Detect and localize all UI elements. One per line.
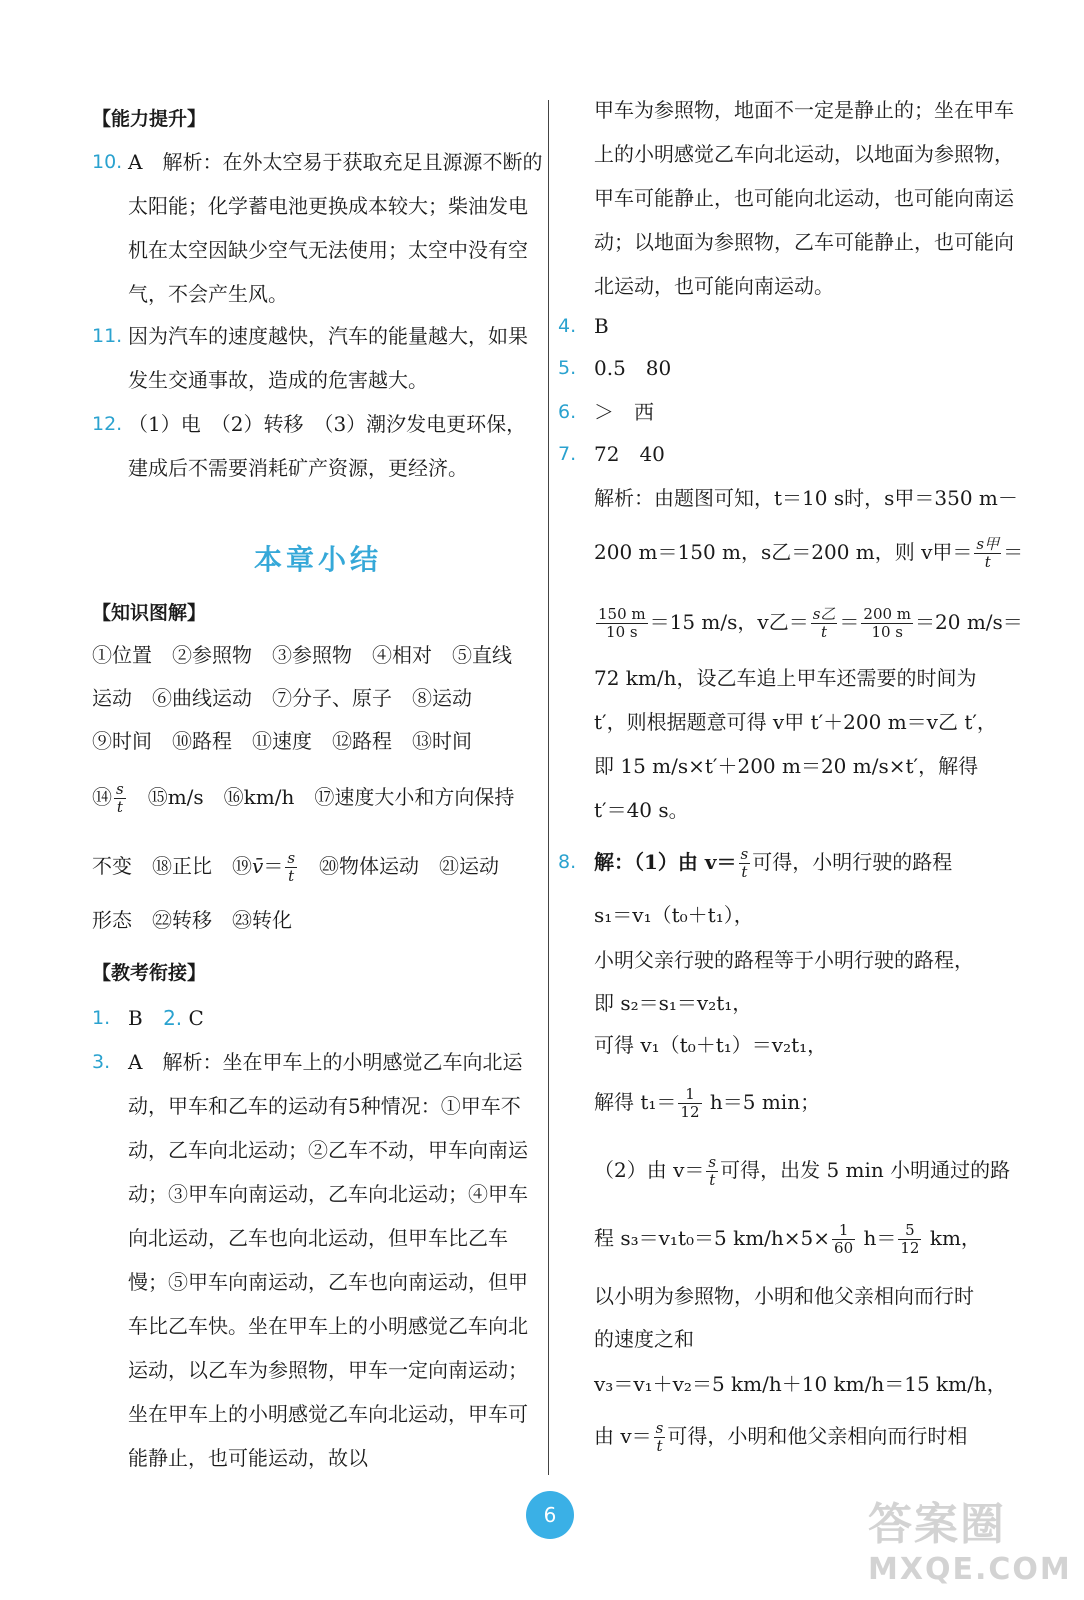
explanation-line: t′，则根据题意可得 v甲 t′＋200 m＝v乙 t′， xyxy=(594,710,997,734)
solution-line: 即 s₂＝s₁＝v₂t₁， xyxy=(594,991,753,1015)
column-divider xyxy=(548,100,549,1475)
math-text: ＝15 m/s，v乙＝ xyxy=(649,610,809,634)
item-number: 10. xyxy=(92,151,123,173)
item-text: 72 40 xyxy=(594,442,665,466)
fraction: $\frac{200 m}{10 s}$ xyxy=(863,605,912,641)
fraction-s-over-t: $\frac{s}{t}$ xyxy=(740,845,749,881)
item-number: 4. xyxy=(558,315,577,337)
item-text: C xyxy=(188,1006,204,1030)
math-text: 可得，出发 5 min 小明通过的路 xyxy=(720,1158,1011,1182)
watermark-top: 答案圈 xyxy=(868,1499,1006,1550)
solution-line: s₁＝v₁（t₀＋t₁）， xyxy=(594,903,754,927)
explanation-line: 解析：由题图可知，t＝10 s时，s甲＝350 m－ xyxy=(594,486,1018,510)
answer-item-3 xyxy=(92,1040,544,1480)
item-text: B xyxy=(128,1006,143,1030)
item-text: 因为汽车的速度越快，汽车的能量越大，如果发生交通事故，造成的危害越大。 xyxy=(128,324,528,392)
fraction-s-over-t: $\frac{s}{t}$ xyxy=(287,849,296,885)
page-number-badge: 6 xyxy=(526,1491,574,1539)
solution-line: v₃＝v₁＋v₂＝5 km/h＋10 km/h＝15 km/h， xyxy=(594,1372,1007,1396)
item-text: （1）电 （2）转移 （3）潮汐发电更环保，建成后不需要消耗矿产资源，更经济。 xyxy=(128,412,527,480)
math-text: h＝ xyxy=(857,1226,897,1250)
answer-item-8 xyxy=(558,840,1028,884)
math-text: km， xyxy=(923,1226,981,1250)
answer-item-12 xyxy=(92,402,544,490)
knowledge-text: ⑳物体运动 ㉑运动 xyxy=(299,854,500,878)
knowledge-text: 不变 ⑱正比 ⑲ xyxy=(92,854,252,878)
section-heading-ability: 【能力提升】 xyxy=(92,108,207,130)
solution-line xyxy=(558,1216,1028,1260)
item-text: A 解析：坐在甲车上的小明感觉乙车向北运动，甲车和乙车的运动有5种情况：①甲车不动，乙车向北运动；②乙车不动，甲车向南运动；③甲车向南运动，乙车向北运动；④甲车向北运动，乙车也向北运动，但甲车比乙车慢；⑤甲车向南运动，乙车也向南运动，但甲车比乙车快。坐在甲车上的小明感觉乙车向北运动，以乙车为参照物，甲车一定向南运动；坐在甲车上的小明感觉乙车向北运动，甲车可能静止，也可能运动，故以 xyxy=(128,1050,528,1470)
fraction: $\frac{1}{12}$ xyxy=(680,1085,700,1121)
math-text: （2）由 v＝ xyxy=(594,1158,705,1182)
item-number: 6. xyxy=(558,401,577,423)
item-text: A 解析：在外太空易于获取充足且源源不断的太阳能；化学蓄电池更换成本较大；柴油发电机在太空因缺少空气无法使用；太空中没有空气，不会产生风。 xyxy=(128,150,543,306)
item-number: 2. xyxy=(163,1006,183,1030)
section-heading-knowledge: 【知识图解】 xyxy=(92,602,207,624)
item-text: 甲车为参照物，地面不一定是静止的；坐在甲车上的小明感觉乙车向北运动，以地面为参照物，甲车可能静止，也可能向北运动，也可能向南运动；以地面为参照物，乙车可能静止，也可能向北运动，也可能向南运动。 xyxy=(594,98,1014,298)
item-number: 11. xyxy=(92,325,123,347)
answer-item-1-2 xyxy=(92,996,544,1040)
knowledge-text: ⑭ xyxy=(92,785,112,809)
explanation-line: t′＝40 s。 xyxy=(594,798,689,822)
item-number: 8. xyxy=(558,851,577,873)
explanation-line xyxy=(558,600,1028,644)
knowledge-line: 不变 ⑱正比 ⑲v̄＝ $\frac{s}{t}$ ⑳物体运动 ㉑运动 xyxy=(92,849,500,885)
math-text: 解得 t₁＝ xyxy=(594,1090,677,1114)
answer-item-4 xyxy=(558,304,1028,348)
answer-item-6 xyxy=(558,390,1028,434)
solution-line: 以小明为参照物，小明和他父亲相向而行时 xyxy=(594,1284,974,1308)
knowledge-line: 形态 ㉒转移 ㉓转化 xyxy=(92,908,292,932)
solution-line: 小明父亲行驶的路程等于小明行驶的路程， xyxy=(594,948,974,972)
fraction: $\frac{1}{60}$ xyxy=(834,1221,854,1257)
solution-line xyxy=(558,1148,1028,1192)
math-text: 200 m＝150 m，s乙＝200 m，则 v甲＝ xyxy=(594,540,973,564)
math-text: ＝ xyxy=(1003,540,1024,564)
answer-item-7 xyxy=(558,432,1028,476)
continued-explanation xyxy=(558,88,1028,308)
answer-item-10 xyxy=(92,140,544,316)
item-number: 12. xyxy=(92,413,123,435)
item-text: 0.5 80 xyxy=(594,356,672,380)
watermark-bottom: MXQE.COM xyxy=(868,1552,1072,1587)
answer-item-11 xyxy=(92,314,544,402)
item-number: 3. xyxy=(92,1051,111,1073)
fraction-s-over-t: $\frac{s}{t}$ xyxy=(655,1419,664,1455)
fraction-s-over-t: $\frac{s}{t}$ xyxy=(708,1153,717,1189)
knowledge-line: ⑨时间 ⑩路程 ⑪速度 ⑫路程 ⑬时间 xyxy=(92,729,472,753)
math-text: 由 v＝ xyxy=(594,1424,652,1448)
math-text: 可得，小明和他父亲相向而行时相 xyxy=(667,1424,968,1448)
fraction-s-over-t: $\frac{s}{t}$ xyxy=(116,780,124,816)
knowledge-line xyxy=(92,776,544,819)
explanation-line: 即 15 m/s×t′＋200 m＝20 m/s×t′，解得 xyxy=(594,754,979,778)
average-velocity-symbol: v̄ xyxy=(252,854,264,878)
solution-line xyxy=(558,1080,1028,1124)
knowledge-line: 运动 ⑥曲线运动 ⑦分子、原子 ⑧运动 xyxy=(92,686,472,710)
fraction: $\frac{150 m}{10 s}$ xyxy=(598,605,646,641)
item-text: B xyxy=(594,314,609,338)
solution-line: 的速度之和 xyxy=(594,1327,694,1351)
item-number: 1. xyxy=(92,1007,111,1029)
knowledge-line: ①位置 ②参照物 ③参照物 ④相对 ⑤直线 xyxy=(92,643,512,667)
fraction: $\frac{5}{12}$ xyxy=(900,1221,920,1257)
item-number: 7. xyxy=(558,443,577,465)
chapter-title: 本章小结 xyxy=(253,543,382,576)
item-text: ＞ 西 xyxy=(594,400,654,424)
section-heading-exam: 【教考衔接】 xyxy=(92,962,207,984)
math-text: 可得，小明行驶的路程 xyxy=(752,850,953,874)
math-text: 程 s₃＝v₁t₀＝5 km/h×5× xyxy=(594,1226,831,1250)
math-text: ＝ xyxy=(839,610,860,634)
solution-line: 可得 v₁（t₀＋t₁）＝v₂t₁， xyxy=(594,1033,828,1057)
math-text: h＝5 min； xyxy=(703,1090,821,1114)
fraction: $\frac{\text{s甲}}{t}$ xyxy=(976,535,1000,571)
math-text: 解：（1）由 v＝ xyxy=(594,850,737,874)
math-text: ＝20 m/s＝ xyxy=(915,610,1023,634)
item-number: 5. xyxy=(558,357,577,379)
explanation-line xyxy=(558,530,1028,574)
explanation-line: 72 km/h，设乙车追上甲车还需要的时间为 xyxy=(594,666,977,690)
solution-line xyxy=(558,1414,1028,1458)
answer-item-5 xyxy=(558,346,1028,390)
knowledge-text: ⑮m/s ⑯km/h ⑰速度大小和方向保持 xyxy=(127,785,515,809)
fraction: $\frac{\text{s乙}}{t}$ xyxy=(812,605,836,641)
watermark xyxy=(868,1488,1072,1588)
